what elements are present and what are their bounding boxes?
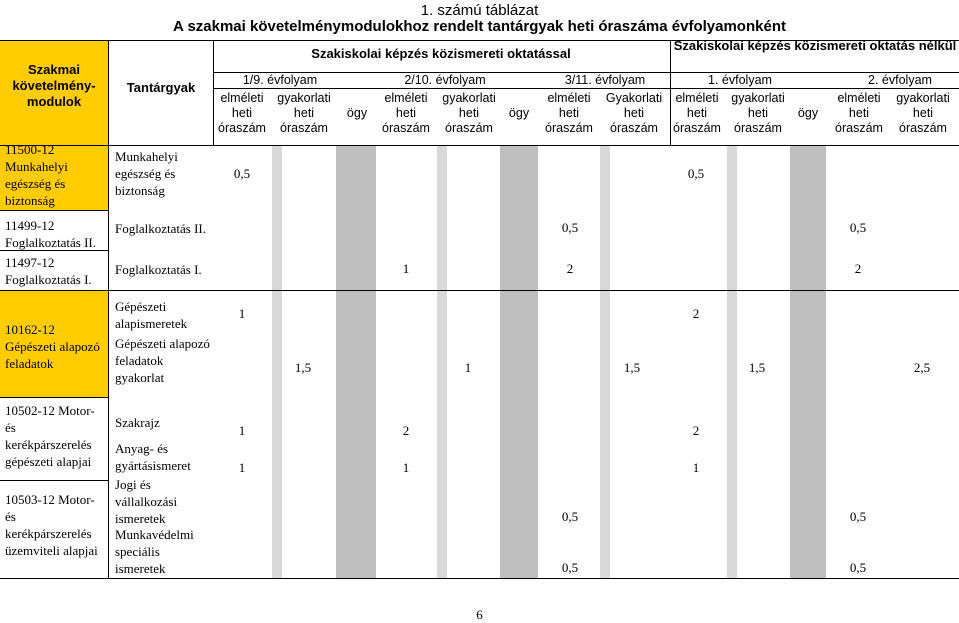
shade-col-4 [727,145,737,578]
header-group-nopublic: Szakiskolai képzés közismereti oktatás nélkül [673,38,957,53]
col-practice-4: gyakorlati heti óraszám [731,91,785,135]
ogy-col-1 [336,145,376,578]
page-number: 6 [476,607,483,622]
year-1-9: 1/9. évfolyam [242,73,318,87]
table-number: 1. számú táblázat [420,2,539,19]
value-cell: 1 [402,460,410,475]
module-11500: 11500-12 Munkahelyi egészség és biztonság [5,142,68,208]
value-cell: 0,5 [687,166,705,181]
value-cell: 1,5 [748,360,766,375]
value-cell: 0,5 [849,220,867,235]
value-cell: 0,5 [561,509,579,524]
col-theory-4: elméleti heti óraszám [673,91,721,135]
subject-szakrajz: Szakrajz [115,415,160,430]
subject-munkavedelmi: Munkavédelmi speciális ismeretek [115,527,194,576]
module-10503: 10503-12 Motor- és kerékpárszerelés üzemviteli alapjai [5,492,98,558]
value-cell: 2 [692,423,700,438]
value-cell: 0,5 [561,220,579,235]
col-theory-5: elméleti heti óraszám [835,91,883,135]
col-practice-5: gyakorlati heti óraszám [896,91,950,135]
value-cell: 1 [238,460,246,475]
value-cell: 0,5 [849,509,867,524]
subject-gepeszeti-alap: Gépészeti alapismeretek [115,299,188,331]
col-practice-1: gyakorlati heti óraszám [277,91,331,135]
value-cell: 1,5 [294,360,312,375]
shade-col-3 [272,145,282,578]
value-cell: 2 [692,306,700,321]
col-practice-3: Gyakorlati heti óraszám [605,91,663,135]
module-11499: 11499-12 Foglalkoztatás II. [5,218,96,250]
value-cell: 1,5 [623,360,641,375]
col-ogy-2: ögy [508,106,530,120]
year-2-10: 2/10. évfolyam [404,73,486,87]
col-practice-2: gyakorlati heti óraszám [442,91,496,135]
shade-col-2 [600,145,610,578]
module-10162: 10162-12 Gépészeti alapozó feladatok [5,322,100,371]
module-11497: 11497-12 Foglalkoztatás I. [5,255,92,287]
value-cell: 0,5 [233,166,251,181]
value-cell: 1 [238,306,246,321]
shade-col-1 [437,145,447,578]
value-cell: 1 [238,423,246,438]
header-group-public: Szakiskolai képzés közismereti oktatással [311,46,571,61]
module-10502: 10502-12 Motor- és kerékpárszerelés gépészeti alapjai [5,403,95,469]
year-e2: 2. évfolyam [868,73,932,87]
value-cell: 2 [854,261,862,276]
col-theory-3: elméleti heti óraszám [545,91,593,135]
col-ogy-1: ögy [346,106,368,120]
value-cell: 1 [692,460,700,475]
subject-jogi: Jogi és vállalkozási ismeretek [115,477,178,526]
value-cell: 2 [566,261,574,276]
col-theory-1: elméleti heti óraszám [218,91,266,135]
col-ogy-3: ögy [797,106,819,120]
subject-anyag: Anyag- és gyártásismeret [115,441,191,473]
year-3-11: 3/11. évfolyam [564,73,646,87]
ogy-col-2 [500,145,538,578]
subject-foglalkoztatas-2: Foglalkoztatás II. [115,221,206,236]
value-cell: 2,5 [913,360,931,375]
value-cell: 0,5 [849,560,867,575]
subject-foglalkoztatas-1: Foglalkoztatás I. [115,262,202,277]
year-e1: 1. évfolyam [708,73,772,87]
header-subjects: Tantárgyak [126,80,196,95]
value-cell: 1 [464,360,472,375]
value-cell: 1 [402,261,410,276]
subject-gepeszeti-gyak: Gépészeti alapozó feladatok gyakorlat [115,336,210,385]
value-cell: 2 [402,423,410,438]
ogy-col-3 [790,145,826,578]
col-theory-2: elméleti heti óraszám [382,91,430,135]
header-modules: Szakmai követelmény-modulok [12,62,96,109]
value-cell: 0,5 [561,560,579,575]
subject-munkahelyi: Munkahelyi egészség és biztonság [115,149,178,198]
table-title: A szakmai követelménymodulokhoz rendelt tantárgyak heti óraszáma évfolyamonként [173,18,786,35]
